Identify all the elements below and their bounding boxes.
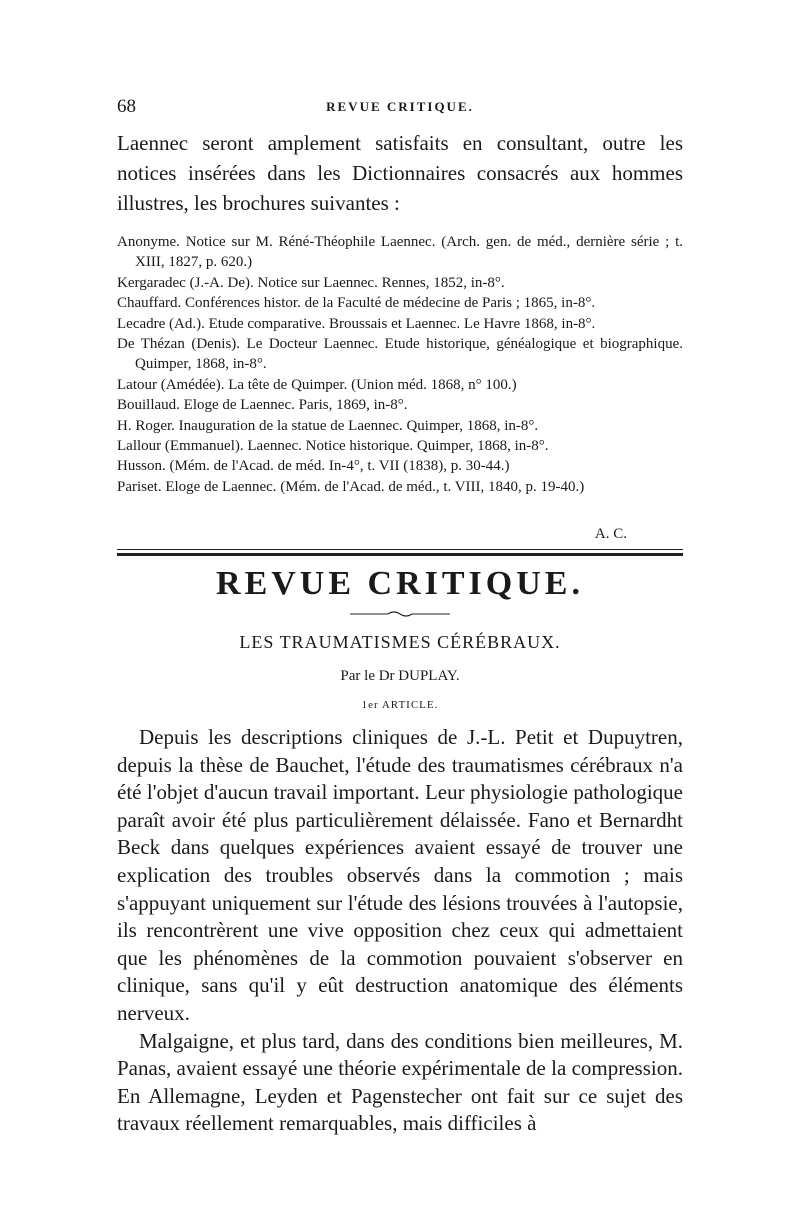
body-paragraph: Depuis les descriptions cliniques de J.-L. Petit et Dupuytren, depuis la thèse de Bauchet, l'étude des traumatismes cérébraux n'a été l'objet d'aucun travail important. Leur physiologie pathologique paraît avoir été plus particulièrement délaissée. Fano et Bernardht Beck dans quelques expériences avaient essayé de trouver une explication des troubles observés dans la commotion ; mais s'appuyant uniquement sur l'étude des lésions trouvées à l'autopsie, ils rencontrèrent une vive opposition chez ceux qui admettaient que les phénomènes de la commotion pouvaient s'observer en clinique, sans qu'il y eût destruction anatomique des éléments nerveux. (117, 725, 683, 1025)
article-author: Par le Dr DUPLAY. (340, 668, 460, 684)
intro-paragraph: Laennec seront amplement satisfaits en consultant, outre les notices insérées dans les Dictionnaires consacrés aux hommes illustres, les brochures suivantes : (117, 131, 683, 215)
bibliography-entry: Lallour (Emmanuel). Laennec. Notice historique. Quimper, 1868, in-8°. (117, 438, 549, 455)
bibliography-entry: Husson. (Mém. de l'Acad. de méd. In-4°, t. VII (1838), p. 30-44.) (117, 458, 510, 475)
article-number: 1er ARTICLE. (361, 699, 439, 711)
bibliography-entry: Lecadre (Ad.). Etude comparative. Broussais et Laennec. Le Havre 1868, in-8°. (117, 315, 596, 332)
body-paragraph: Malgaigne, et plus tard, dans des conditions bien meilleures, M. Panas, avaient essayé une théorie expérimentale de la compression. En Allemagne, Leyden et Pagenstecher ont fait sur ce sujet des travaux réellement remarquables, mais difficiles à (117, 1028, 683, 1136)
bibliography-entry: Chauffard. Conférences histor. de la Faculté de médecine de Paris ; 1865, in-8°. (117, 295, 596, 312)
bibliography-entry: Latour (Amédée). La tête de Quimper. (Union méd. 1868, n° 100.) (117, 376, 517, 393)
signature: A. C. (594, 526, 627, 542)
bibliography-entry: Anonyme. Notice sur M. Réné-Théophile Laennec. (Arch. gen. de méd., dernière série ; t. XIII, 1827, p. 620.) (117, 234, 683, 271)
section-title: REVUE CRITIQUE. (216, 565, 584, 602)
ornament-flourish (350, 610, 450, 618)
bibliography-entry: Kergaradec (J.-A. De). Notice sur Laennec. Rennes, 1852, in-8°. (117, 274, 505, 291)
bibliography-list (117, 232, 683, 497)
article-body (117, 724, 683, 1138)
page-number: 68 (117, 96, 136, 117)
bibliography-entry: Bouillaud. Eloge de Laennec. Paris, 1869, in-8°. (117, 397, 408, 414)
bibliography-entry: De Thézan (Denis). Le Docteur Laennec. Etude historique, généalogique et biographique. Quimper, 1868, in-8°. (117, 336, 683, 373)
running-title: REVUE CRITIQUE. (326, 99, 474, 114)
bibliography-entry: Pariset. Eloge de Laennec. (Mém. de l'Acad. de méd., t. VIII, 1840, p. 19-40.) (117, 478, 585, 495)
article-title: LES TRAUMATISMES CÉRÉBRAUX. (239, 632, 561, 652)
bibliography-entry: H. Roger. Inauguration de la statue de Laennec. Quimper, 1868, in-8°. (117, 417, 539, 434)
running-head (117, 96, 683, 120)
section-divider-thin (117, 549, 683, 550)
section-divider-thick (117, 553, 683, 556)
